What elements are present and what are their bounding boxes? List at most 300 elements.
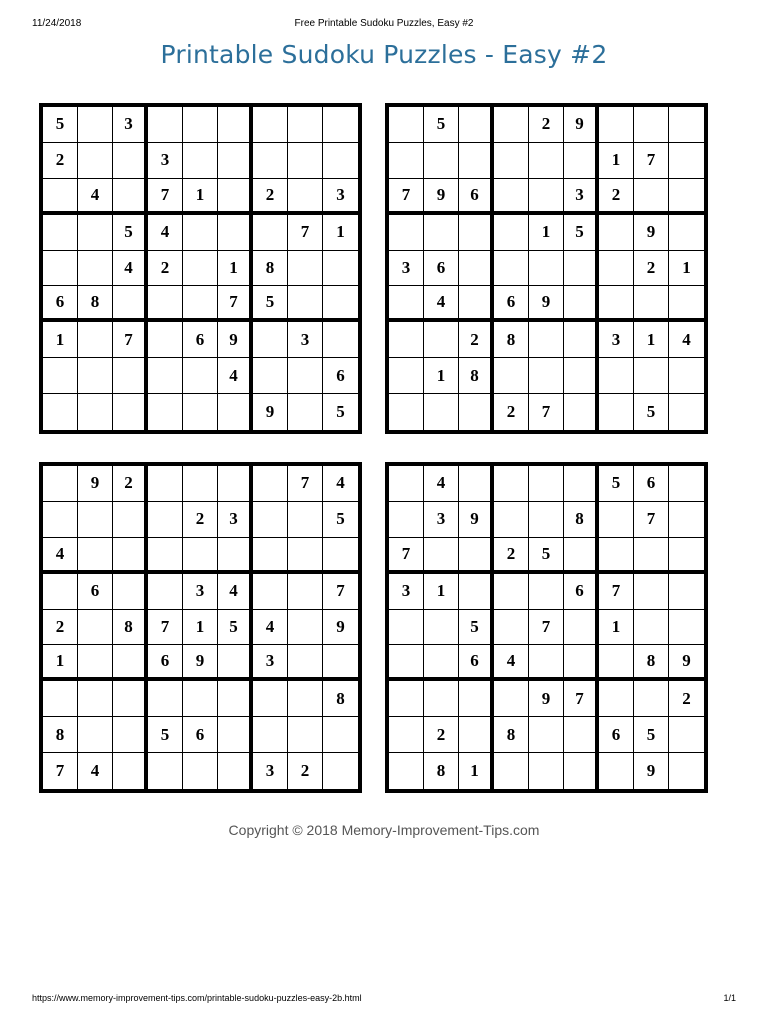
print-document-title: Free Printable Sudoku Puzzles, Easy #2 <box>294 18 474 29</box>
sudoku-cell <box>113 645 148 681</box>
sudoku-cell <box>529 717 564 753</box>
sudoku-cell: 1 <box>424 358 459 394</box>
sudoku-cell <box>669 286 704 322</box>
sudoku-cell: 7 <box>148 610 183 646</box>
sudoku-cell <box>183 251 218 287</box>
sudoku-cell <box>389 358 424 394</box>
sudoku-cell <box>148 574 183 610</box>
sudoku-cell: 1 <box>599 610 634 646</box>
sudoku-cell: 7 <box>288 466 323 502</box>
sudoku-cell: 7 <box>323 574 358 610</box>
sudoku-cell: 8 <box>78 286 113 322</box>
sudoku-cell <box>288 286 323 322</box>
sudoku-cell <box>599 251 634 287</box>
sudoku-cell <box>389 286 424 322</box>
sudoku-cell <box>564 251 599 287</box>
sudoku-cell <box>669 179 704 215</box>
sudoku-cell <box>494 574 529 610</box>
sudoku-cell <box>564 610 599 646</box>
sudoku-cell <box>253 143 288 179</box>
sudoku-cell: 8 <box>494 322 529 358</box>
sudoku-cell <box>669 358 704 394</box>
sudoku-cell <box>323 538 358 574</box>
sudoku-cell <box>43 681 78 717</box>
sudoku-cell: 5 <box>148 717 183 753</box>
sudoku-cell <box>78 610 113 646</box>
sudoku-cell: 9 <box>634 753 669 789</box>
sudoku-cell: 5 <box>459 610 494 646</box>
sudoku-cell: 4 <box>323 466 358 502</box>
sudoku-cell <box>494 502 529 538</box>
sudoku-cell <box>113 286 148 322</box>
sudoku-cell: 2 <box>43 610 78 646</box>
sudoku-cell <box>253 322 288 358</box>
sudoku-cell <box>218 394 253 430</box>
sudoku-cell: 5 <box>529 538 564 574</box>
sudoku-cell <box>424 681 459 717</box>
sudoku-cell: 2 <box>459 322 494 358</box>
sudoku-cell <box>43 574 78 610</box>
sudoku-cell <box>459 215 494 251</box>
sudoku-cell: 1 <box>183 610 218 646</box>
sudoku-cell: 9 <box>669 645 704 681</box>
sudoku-cell <box>78 215 113 251</box>
sudoku-cell <box>288 179 323 215</box>
sudoku-cell: 9 <box>253 394 288 430</box>
sudoku-cell: 1 <box>218 251 253 287</box>
sudoku-cell: 5 <box>323 502 358 538</box>
sudoku-cell <box>459 574 494 610</box>
sudoku-cell <box>218 681 253 717</box>
sudoku-cell: 1 <box>459 753 494 789</box>
sudoku-cell <box>564 753 599 789</box>
sudoku-cell <box>148 466 183 502</box>
sudoku-cell <box>253 574 288 610</box>
sudoku-cell <box>389 466 424 502</box>
sudoku-cell <box>288 143 323 179</box>
sudoku-cell <box>599 502 634 538</box>
sudoku-cell <box>564 394 599 430</box>
sudoku-cell <box>669 574 704 610</box>
sudoku-cell: 4 <box>669 322 704 358</box>
sudoku-cell <box>183 107 218 143</box>
sudoku-cell <box>494 466 529 502</box>
sudoku-cell: 8 <box>113 610 148 646</box>
sudoku-cell <box>183 215 218 251</box>
sudoku-cell: 7 <box>634 502 669 538</box>
sudoku-cell <box>529 143 564 179</box>
sudoku-cell <box>564 466 599 502</box>
sudoku-cell <box>634 538 669 574</box>
sudoku-cell <box>148 394 183 430</box>
page-number: 1/1 <box>723 993 736 1003</box>
sudoku-cell <box>78 717 113 753</box>
sudoku-cell: 2 <box>669 681 704 717</box>
sudoku-cell: 5 <box>113 215 148 251</box>
sudoku-cell: 9 <box>634 215 669 251</box>
sudoku-cell <box>459 394 494 430</box>
sudoku-cell <box>669 502 704 538</box>
sudoku-cell <box>459 251 494 287</box>
sudoku-cell: 4 <box>148 215 183 251</box>
sudoku-cell <box>218 753 253 789</box>
sudoku-cell <box>113 681 148 717</box>
sudoku-cell: 9 <box>424 179 459 215</box>
sudoku-cell <box>288 574 323 610</box>
sudoku-cell <box>78 251 113 287</box>
sudoku-cell <box>529 466 564 502</box>
sudoku-cell: 1 <box>424 574 459 610</box>
sudoku-cell: 6 <box>494 286 529 322</box>
sudoku-cell: 4 <box>113 251 148 287</box>
sudoku-cell <box>459 107 494 143</box>
sudoku-cell <box>113 753 148 789</box>
sudoku-cell <box>288 394 323 430</box>
sudoku-cell <box>529 322 564 358</box>
sudoku-cell <box>669 610 704 646</box>
sudoku-cell: 2 <box>183 502 218 538</box>
sudoku-cell <box>148 681 183 717</box>
sudoku-cell: 9 <box>529 681 564 717</box>
sudoku-cell <box>669 538 704 574</box>
sudoku-cell <box>389 610 424 646</box>
sudoku-cell <box>253 681 288 717</box>
sudoku-cell: 4 <box>78 179 113 215</box>
sudoku-cell: 1 <box>669 251 704 287</box>
sudoku-cell <box>599 681 634 717</box>
sudoku-cell: 6 <box>323 358 358 394</box>
sudoku-cell <box>529 753 564 789</box>
sudoku-cell <box>148 286 183 322</box>
sudoku-cell <box>183 358 218 394</box>
sudoku-cell <box>599 215 634 251</box>
sudoku-cell <box>599 286 634 322</box>
sudoku-cell <box>43 179 78 215</box>
sudoku-cell: 3 <box>183 574 218 610</box>
sudoku-cell: 3 <box>148 143 183 179</box>
sudoku-cell <box>288 502 323 538</box>
sudoku-cell <box>459 143 494 179</box>
sudoku-cell <box>494 143 529 179</box>
sudoku-cell <box>218 143 253 179</box>
sudoku-cell <box>113 179 148 215</box>
sudoku-cell <box>424 322 459 358</box>
sudoku-cell <box>389 215 424 251</box>
copyright-notice: Copyright © 2018 Memory-Improvement-Tips.com <box>228 822 540 838</box>
sudoku-cell: 2 <box>148 251 183 287</box>
sudoku-cell <box>218 645 253 681</box>
sudoku-cell <box>183 538 218 574</box>
sudoku-cell <box>218 538 253 574</box>
sudoku-cell <box>424 215 459 251</box>
sudoku-cell: 1 <box>599 143 634 179</box>
sudoku-cell: 7 <box>389 179 424 215</box>
sudoku-cell <box>669 717 704 753</box>
sudoku-cell <box>183 753 218 789</box>
sudoku-cell <box>389 717 424 753</box>
sudoku-cell: 1 <box>183 179 218 215</box>
sudoku-cell <box>78 143 113 179</box>
sudoku-cell <box>564 717 599 753</box>
sudoku-cell <box>634 286 669 322</box>
sudoku-cell: 7 <box>599 574 634 610</box>
sudoku-cell <box>43 251 78 287</box>
sudoku-cell: 2 <box>288 753 323 789</box>
sudoku-cell <box>43 394 78 430</box>
sudoku-cell <box>564 538 599 574</box>
sudoku-cell: 4 <box>218 574 253 610</box>
sudoku-cell: 9 <box>78 466 113 502</box>
sudoku-cell: 8 <box>459 358 494 394</box>
sudoku-cell <box>564 645 599 681</box>
sudoku-cell <box>78 394 113 430</box>
sudoku-cell <box>113 717 148 753</box>
sudoku-cell <box>323 717 358 753</box>
sudoku-cell <box>459 286 494 322</box>
sudoku-cell <box>389 681 424 717</box>
sudoku-cell: 4 <box>218 358 253 394</box>
print-date: 11/24/2018 <box>32 18 82 29</box>
sudoku-grid-3 <box>39 462 362 793</box>
sudoku-cell: 5 <box>424 107 459 143</box>
sudoku-cell <box>494 681 529 717</box>
sudoku-cell <box>564 286 599 322</box>
sudoku-cell: 9 <box>529 286 564 322</box>
sudoku-cell: 3 <box>218 502 253 538</box>
sudoku-cell: 5 <box>336 402 345 422</box>
sudoku-cell <box>78 358 113 394</box>
sudoku-cell: 9 <box>323 610 358 646</box>
sudoku-cell <box>389 394 424 430</box>
sudoku-cell: 5 <box>634 394 669 430</box>
sudoku-cell: 4 <box>43 538 78 574</box>
sudoku-cell: 6 <box>78 574 113 610</box>
sudoku-cell <box>148 538 183 574</box>
sudoku-cell: 5 <box>218 610 253 646</box>
sudoku-cell <box>494 215 529 251</box>
sudoku-cell <box>218 466 253 502</box>
sudoku-cell: 2 <box>43 143 78 179</box>
print-url: https://www.memory-improvement-tips.com/printable-sudoku-puzzles-easy-2b.html <box>32 993 362 1003</box>
sudoku-cell: 3 <box>599 322 634 358</box>
sudoku-cell <box>494 251 529 287</box>
sudoku-cell: 3 <box>564 179 599 215</box>
sudoku-cell <box>78 502 113 538</box>
sudoku-cell: 7 <box>564 681 599 717</box>
sudoku-cell <box>529 179 564 215</box>
sudoku-cell <box>669 466 704 502</box>
sudoku-cell <box>43 466 78 502</box>
sudoku-cell <box>218 179 253 215</box>
sudoku-cell <box>634 107 669 143</box>
sudoku-cell: 2 <box>253 179 288 215</box>
sudoku-cell <box>183 143 218 179</box>
sudoku-cell: 3 <box>253 753 288 789</box>
sudoku-cell: 4 <box>78 753 113 789</box>
sudoku-cell: 4 <box>424 466 459 502</box>
sudoku-cell <box>288 538 323 574</box>
sudoku-cell <box>148 502 183 538</box>
sudoku-cell <box>148 753 183 789</box>
sudoku-cell <box>389 753 424 789</box>
sudoku-cell: 5 <box>253 286 288 322</box>
sudoku-cell <box>148 322 183 358</box>
sudoku-cell <box>288 717 323 753</box>
sudoku-cell <box>148 107 183 143</box>
sudoku-cell: 4 <box>424 286 459 322</box>
sudoku-cell <box>323 107 358 143</box>
sudoku-cell <box>78 538 113 574</box>
sudoku-cell <box>669 107 704 143</box>
sudoku-cell <box>529 574 564 610</box>
sudoku-cell: 2 <box>634 251 669 287</box>
sudoku-cell <box>113 358 148 394</box>
sudoku-cell <box>288 107 323 143</box>
sudoku-cell <box>424 645 459 681</box>
sudoku-cell <box>218 215 253 251</box>
sudoku-cell <box>78 322 113 358</box>
sudoku-cell: 2 <box>424 717 459 753</box>
sudoku-cell <box>459 717 494 753</box>
sudoku-cell <box>529 645 564 681</box>
sudoku-cell <box>459 466 494 502</box>
sudoku-cell <box>288 610 323 646</box>
sudoku-cell: 3 <box>253 645 288 681</box>
sudoku-cell <box>494 610 529 646</box>
sudoku-cell: 3 <box>389 251 424 287</box>
sudoku-cell: 4 <box>494 645 529 681</box>
sudoku-cell: 1 <box>43 645 78 681</box>
sudoku-cell <box>599 107 634 143</box>
sudoku-cell <box>529 358 564 394</box>
sudoku-cell <box>494 358 529 394</box>
sudoku-cell <box>78 681 113 717</box>
sudoku-cell: 1 <box>529 215 564 251</box>
sudoku-cell <box>389 645 424 681</box>
sudoku-cell <box>253 215 288 251</box>
sudoku-cell: 6 <box>634 466 669 502</box>
sudoku-cell <box>253 358 288 394</box>
page-title: Printable Sudoku Puzzles - Easy #2 <box>160 40 608 69</box>
sudoku-cell: 6 <box>43 286 78 322</box>
sudoku-cell: 5 <box>43 107 78 143</box>
sudoku-cell: 8 <box>253 251 288 287</box>
sudoku-cell <box>564 358 599 394</box>
sudoku-cell <box>634 610 669 646</box>
sudoku-cell <box>669 394 704 430</box>
sudoku-cell <box>424 394 459 430</box>
sudoku-cell <box>253 717 288 753</box>
sudoku-cell: 3 <box>113 107 148 143</box>
sudoku-cell <box>113 538 148 574</box>
sudoku-grid-1 <box>39 103 362 434</box>
sudoku-cell <box>634 681 669 717</box>
sudoku-cell: 6 <box>183 322 218 358</box>
sudoku-cell <box>494 107 529 143</box>
sudoku-cell <box>599 538 634 574</box>
sudoku-cell: 1 <box>634 322 669 358</box>
sudoku-cell <box>459 681 494 717</box>
sudoku-cell <box>389 322 424 358</box>
sudoku-cell <box>389 107 424 143</box>
sudoku-cell <box>529 502 564 538</box>
sudoku-cell: 1 <box>323 215 358 251</box>
sudoku-cell: 9 <box>459 502 494 538</box>
sudoku-cell <box>183 466 218 502</box>
sudoku-cell: 5 <box>599 466 634 502</box>
sudoku-cell: 3 <box>323 179 358 215</box>
sudoku-cell: 8 <box>323 681 358 717</box>
sudoku-cell <box>424 538 459 574</box>
sudoku-cell: 3 <box>389 574 424 610</box>
sudoku-cell <box>323 753 358 789</box>
sudoku-cell <box>113 394 148 430</box>
sudoku-cell: 7 <box>389 538 424 574</box>
sudoku-cell <box>253 502 288 538</box>
sudoku-cell <box>599 394 634 430</box>
sudoku-cell <box>183 681 218 717</box>
sudoku-cell: 5 <box>564 215 599 251</box>
sudoku-cell: 7 <box>148 179 183 215</box>
sudoku-cell: 7 <box>529 610 564 646</box>
sudoku-cell <box>599 753 634 789</box>
sudoku-cell <box>43 215 78 251</box>
sudoku-cell <box>78 645 113 681</box>
sudoku-cell <box>253 466 288 502</box>
sudoku-cell <box>669 753 704 789</box>
sudoku-cell <box>669 215 704 251</box>
sudoku-cell: 6 <box>599 717 634 753</box>
sudoku-cell <box>43 502 78 538</box>
sudoku-cell <box>424 143 459 179</box>
sudoku-cell <box>288 645 323 681</box>
sudoku-cell: 8 <box>43 717 78 753</box>
sudoku-cell: 2 <box>494 394 529 430</box>
sudoku-cell <box>323 143 358 179</box>
sudoku-cell <box>183 286 218 322</box>
sudoku-cell: 9 <box>218 322 253 358</box>
sudoku-grid-2 <box>385 103 708 434</box>
sudoku-cell <box>323 322 358 358</box>
sudoku-cell <box>459 538 494 574</box>
sudoku-grid-4 <box>385 462 708 793</box>
sudoku-cell: 4 <box>253 610 288 646</box>
sudoku-cell <box>669 143 704 179</box>
sudoku-cell: 6 <box>459 645 494 681</box>
sudoku-cell: 8 <box>634 645 669 681</box>
sudoku-cell: 8 <box>564 502 599 538</box>
sudoku-cell: 9 <box>183 645 218 681</box>
sudoku-cell <box>599 645 634 681</box>
sudoku-cell: 6 <box>459 179 494 215</box>
sudoku-cell <box>288 251 323 287</box>
sudoku-cell <box>183 394 218 430</box>
sudoku-cell <box>494 179 529 215</box>
sudoku-cell: 7 <box>43 753 78 789</box>
sudoku-cell <box>494 753 529 789</box>
sudoku-cell: 1 <box>43 322 78 358</box>
sudoku-cell <box>634 574 669 610</box>
sudoku-cell: 2 <box>494 538 529 574</box>
sudoku-cell: 7 <box>529 394 564 430</box>
sudoku-cell: 2 <box>599 179 634 215</box>
sudoku-cell <box>564 143 599 179</box>
sudoku-cell <box>113 143 148 179</box>
sudoku-cell <box>288 681 323 717</box>
sudoku-cell: 3 <box>424 502 459 538</box>
sudoku-cell: 6 <box>564 574 599 610</box>
sudoku-cell <box>288 358 323 394</box>
